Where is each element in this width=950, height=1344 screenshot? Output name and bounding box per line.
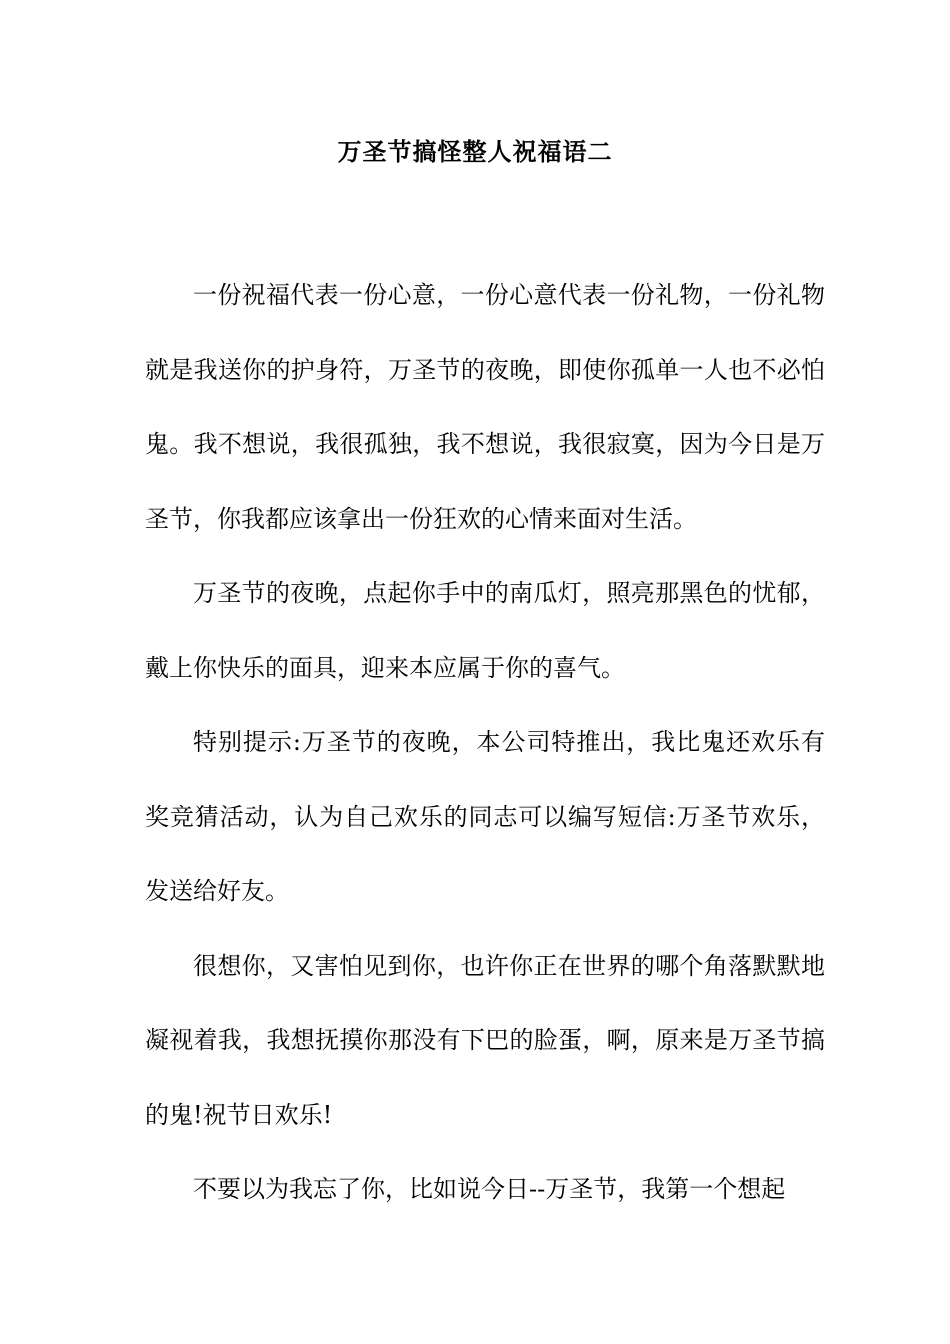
paragraph-1: 一份祝福代表一份心意，一份心意代表一份礼物，一份礼物就是我送你的护身符，万圣节的夜晚，即使你孤单一人也不必怕鬼。我不想说，我很孤独，我不想说，我很寂寞，因为今日是万圣节，你我都应该拿出一份狂欢的心情来面对生活。 [145, 281, 825, 533]
document-body [145, 258, 825, 1227]
paragraph-2: 万圣节的夜晚，点起你手中的南瓜灯，照亮那黑色的忧郁，戴上你快乐的面具，迎来本应属于你的喜气。 [145, 579, 825, 682]
paragraph-3: 特别提示:万圣节的夜晚，本公司特推出，我比鬼还欢乐有奖竞猜活动，认为自己欢乐的同志可以编写短信:万圣节欢乐，发送给好友。 [145, 728, 825, 905]
document-title: 万圣节搞怪整人祝福语二 [337, 137, 613, 166]
paragraph-5: 不要以为我忘了你，比如说今日--万圣节，我第一个想起 [193, 1175, 786, 1203]
paragraph-4: 很想你，又害怕见到你，也许你正在世界的哪个角落默默地凝视着我，我想抚摸你那没有下巴的脸蛋，啊，原来是万圣节搞的鬼!祝节日欢乐! [145, 951, 825, 1129]
